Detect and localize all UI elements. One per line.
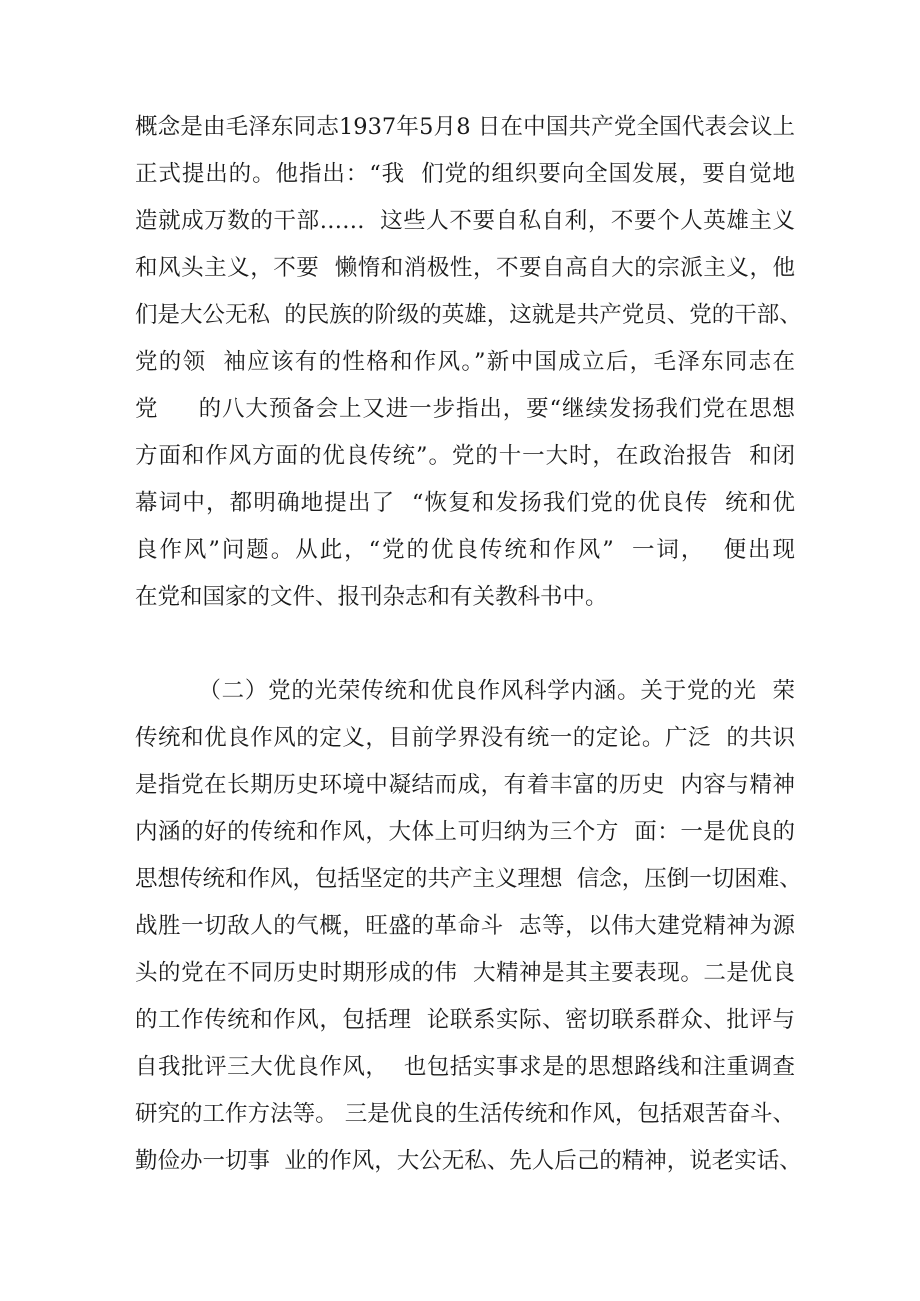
paragraph-2-line-3: 是指党在长期历史环境中凝结而成，有着丰富的历史 内容与精神	[135, 772, 795, 798]
paragraph-1-line-9: 幕词中，都明确地提出了 “恢复和发扬我们党的优良传 统和优	[135, 490, 795, 516]
paragraph-1-line-2: 正式提出的。他指出：“我 们党的组织要向全国发展，要自觉地	[135, 161, 795, 187]
paragraph-2-line-9: 自我批评三大优良作风， 也包括实事求是的思想路线和注重调查	[135, 1054, 795, 1080]
paragraph-1-line-4: 和风头主义，不要 懒惰和消极性，不要自高自大的宗派主义，他	[135, 255, 795, 281]
paragraph-2-line-6: 战胜一切敌人的气概，旺盛的革命斗 志等，以伟大建党精神为源	[135, 913, 795, 939]
paragraph-1-line-6: 党的领 袖应该有的性格和作风。”新中国成立后，毛泽东同志在	[135, 349, 795, 375]
paragraph-1-line-7: 党 的八大预备会上又进一步指出，要“继续发扬我们党在思想	[135, 396, 795, 422]
paragraph-2-line-5: 思想传统和作风，包括坚定的共产主义理想 信念，压倒一切困难、	[135, 866, 802, 892]
paragraph-1-line-11: 在党和国家的文件、报刊杂志和有关教科书中。	[135, 584, 608, 610]
paragraph-1-line-8: 方面和作风方面的优良传统”。党的十一大时，在政治报告 和闭	[135, 443, 795, 469]
paragraph-1-line-5: 们是大公无私 的民族的阶级的英雄，这就是共产党员、党的干部、	[135, 302, 802, 328]
paragraph-2-line-7: 头的党在不同历史时期形成的伟 大精神是其主要表现。二是优良	[135, 960, 795, 986]
paragraph-1-line-10: 良作风”问题。从此，“党的优良传统和作风” 一词， 便出现	[135, 537, 795, 563]
paragraph-2-line-4: 内涵的好的传统和作风，大体上可归纳为三个方 面：一是优良的	[135, 819, 795, 845]
paragraph-1-line-3: 造就成万数的干部…… 这些人不要自私自利，不要个人英雄主义	[135, 208, 795, 234]
paragraph-2-line-1: （二）党的光荣传统和优良作风科学内涵。关于党的光 荣	[135, 678, 795, 704]
paragraph-2-line-10: 研究的工作方法等。 三是优良的生活传统和作风，包括艰苦奋斗、	[135, 1101, 795, 1127]
paragraph-2-line-11: 勤俭办一切事 业的作风，大公无私、先人后己的精神，说老实话、	[135, 1148, 802, 1174]
paragraph-2-line-8: 的工作传统和作风，包括理 论联系实际、密切联系群众、批评与	[135, 1007, 795, 1033]
paragraph-2-line-2: 传统和优良作风的定义，目前学界没有统一的定论。广泛 的共识	[135, 725, 795, 751]
paragraph-1-line-1: 概念是由毛泽东同志1937年5月8 日在中国共产党全国代表会议上	[135, 114, 795, 140]
